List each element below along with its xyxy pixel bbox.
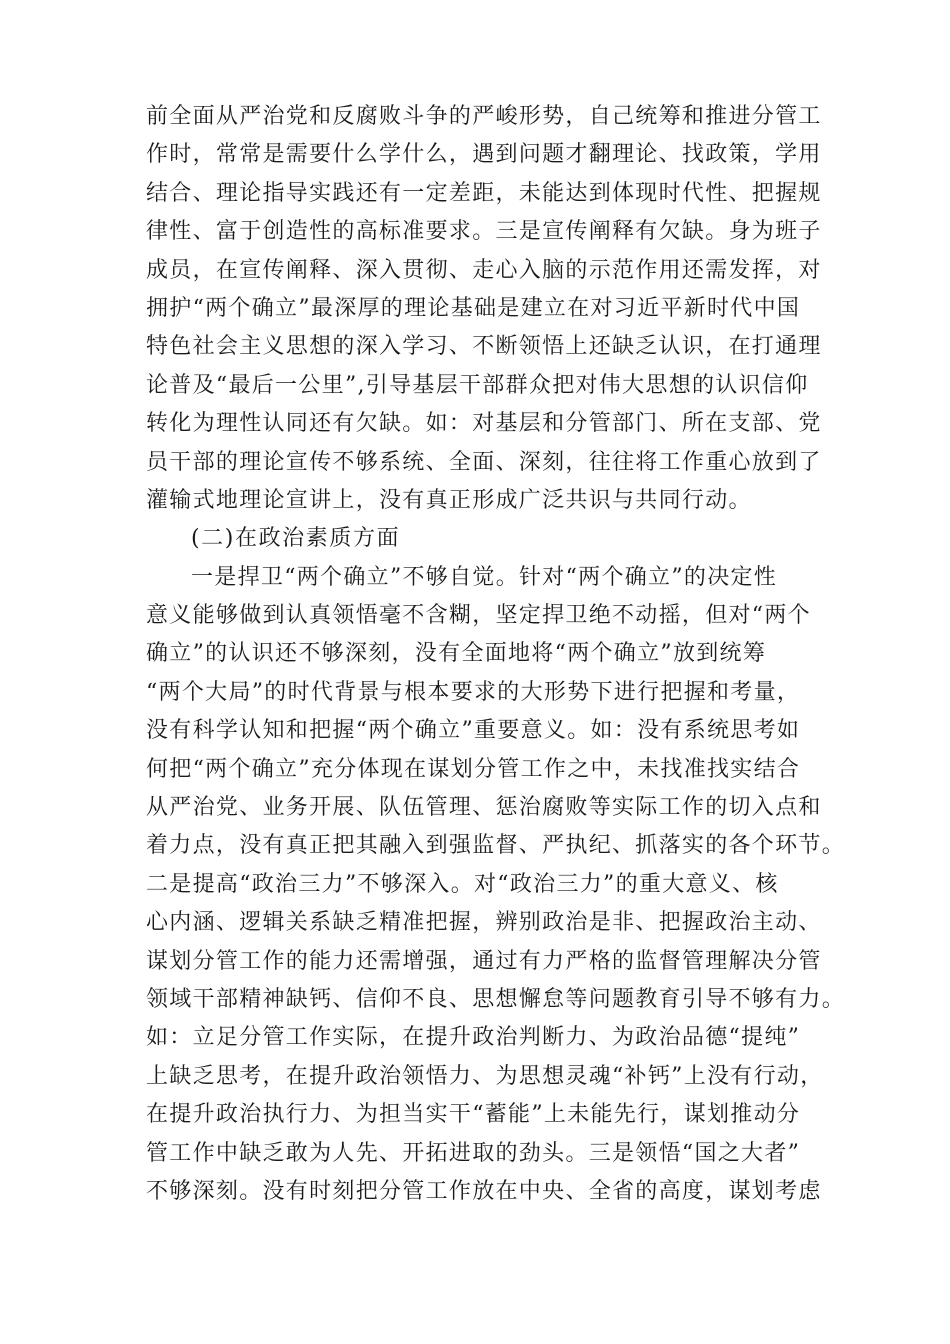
paragraph-line: 二是提高“政治三力”不够深入。对“政治三力”的重大意义、核 [146, 871, 779, 897]
paragraph-line: 心内涵、逻辑关系缺乏精准把握，辨别政治是非、把握政治主动、 [146, 910, 822, 936]
paragraph-line: 员干部的理论宣传不够系统、全面、深刻，往往将工作重心放到了 [146, 449, 822, 475]
section-heading: (二)在政治素质方面 [191, 526, 401, 552]
paragraph-line: 领域干部精神缺钙、信仰不良、思想懈怠等问题教育引导不够有力。 [146, 986, 846, 1012]
paragraph-line: 作时，常常是需要什么学什么，遇到问题才翻理论、找政策，学用 [146, 142, 822, 168]
paragraph-line: 在提升政治执行力、为担当实干“蓄能”上未能先行，谋划推动分 [146, 1102, 801, 1128]
paragraph-line: 拥护“两个确立”最深厚的理论基础是建立在对习近平新时代中国 [146, 295, 801, 321]
paragraph-line: 何把“两个确立”充分体现在谋划分管工作之中，未找准找实结合 [146, 756, 801, 782]
paragraph-line: 成员，在宣传阐释、深入贯彻、走心入脑的示范作用还需发挥，对 [146, 257, 822, 283]
paragraph-line: 如：立足分管工作实际，在提升政治判断力、为政治品德“提纯” [146, 1025, 801, 1051]
paragraph-line: “两个大局”的时代背景与根本要求的大形势下进行把握和考量， [146, 679, 801, 705]
paragraph-line: 灌输式地理论宣讲上，没有真正形成广泛共识与共同行动。 [146, 487, 752, 513]
paragraph-line: 意义能够做到认真领悟毫不含糊，坚定捍卫绝不动摇，但对“两个 [146, 603, 811, 629]
paragraph-line: 谋划分管工作的能力还需增强，通过有力严格的监督管理解决分管 [146, 948, 822, 974]
paragraph-line: 一是捍卫“两个确立”不够自觉。针对“两个确立”的决定性 [191, 564, 778, 590]
paragraph-line: 转化为理性认同还有欠缺。如：对基层和分管部门、所在支部、党 [146, 411, 822, 437]
paragraph-line: 结合、理论指导实践还有一定差距，未能达到体现时代性、把握规 [146, 180, 822, 206]
paragraph-line: 从严治党、业务开展、队伍管理、惩治腐败等实际工作的切入点和 [146, 795, 822, 821]
paragraph-line: 确立”的认识还不够深刻，没有全面地将“两个确立”放到统筹 [146, 641, 767, 667]
paragraph-line: 论普及“最后一公里”,引导基层干部群众把对伟大思想的认识信仰 [146, 372, 809, 398]
document-body [146, 98, 846, 1211]
paragraph-line: 管工作中缺乏敢为人先、开拓进取的劲头。三是领悟“国之大者” [146, 1140, 801, 1166]
paragraph-line: 上缺乏思考，在提升政治领悟力、为思想灵魂“补钙”上没有行动， [146, 1063, 824, 1089]
paragraph-line: 前全面从严治党和反腐败斗争的严峻形势，自己统筹和推进分管工 [146, 104, 822, 129]
paragraph-line: 律性、富于创造性的高标准要求。三是宣传阐释有欠缺。身为班子 [146, 219, 822, 245]
paragraph-line: 着力点，没有真正把其融入到强监督、严执纪、抓落实的各个环节。 [146, 833, 846, 859]
paragraph-line: 没有科学认知和把握“两个确立”重要意义。如：没有系统思考如 [146, 718, 801, 744]
paragraph-line: 特色社会主义思想的深入学习、不断领悟上还缺乏认识，在打通理 [146, 334, 822, 360]
paragraph-line: 不够深刻。没有时刻把分管工作放在中央、全省的高度，谋划考虑 [146, 1178, 822, 1204]
